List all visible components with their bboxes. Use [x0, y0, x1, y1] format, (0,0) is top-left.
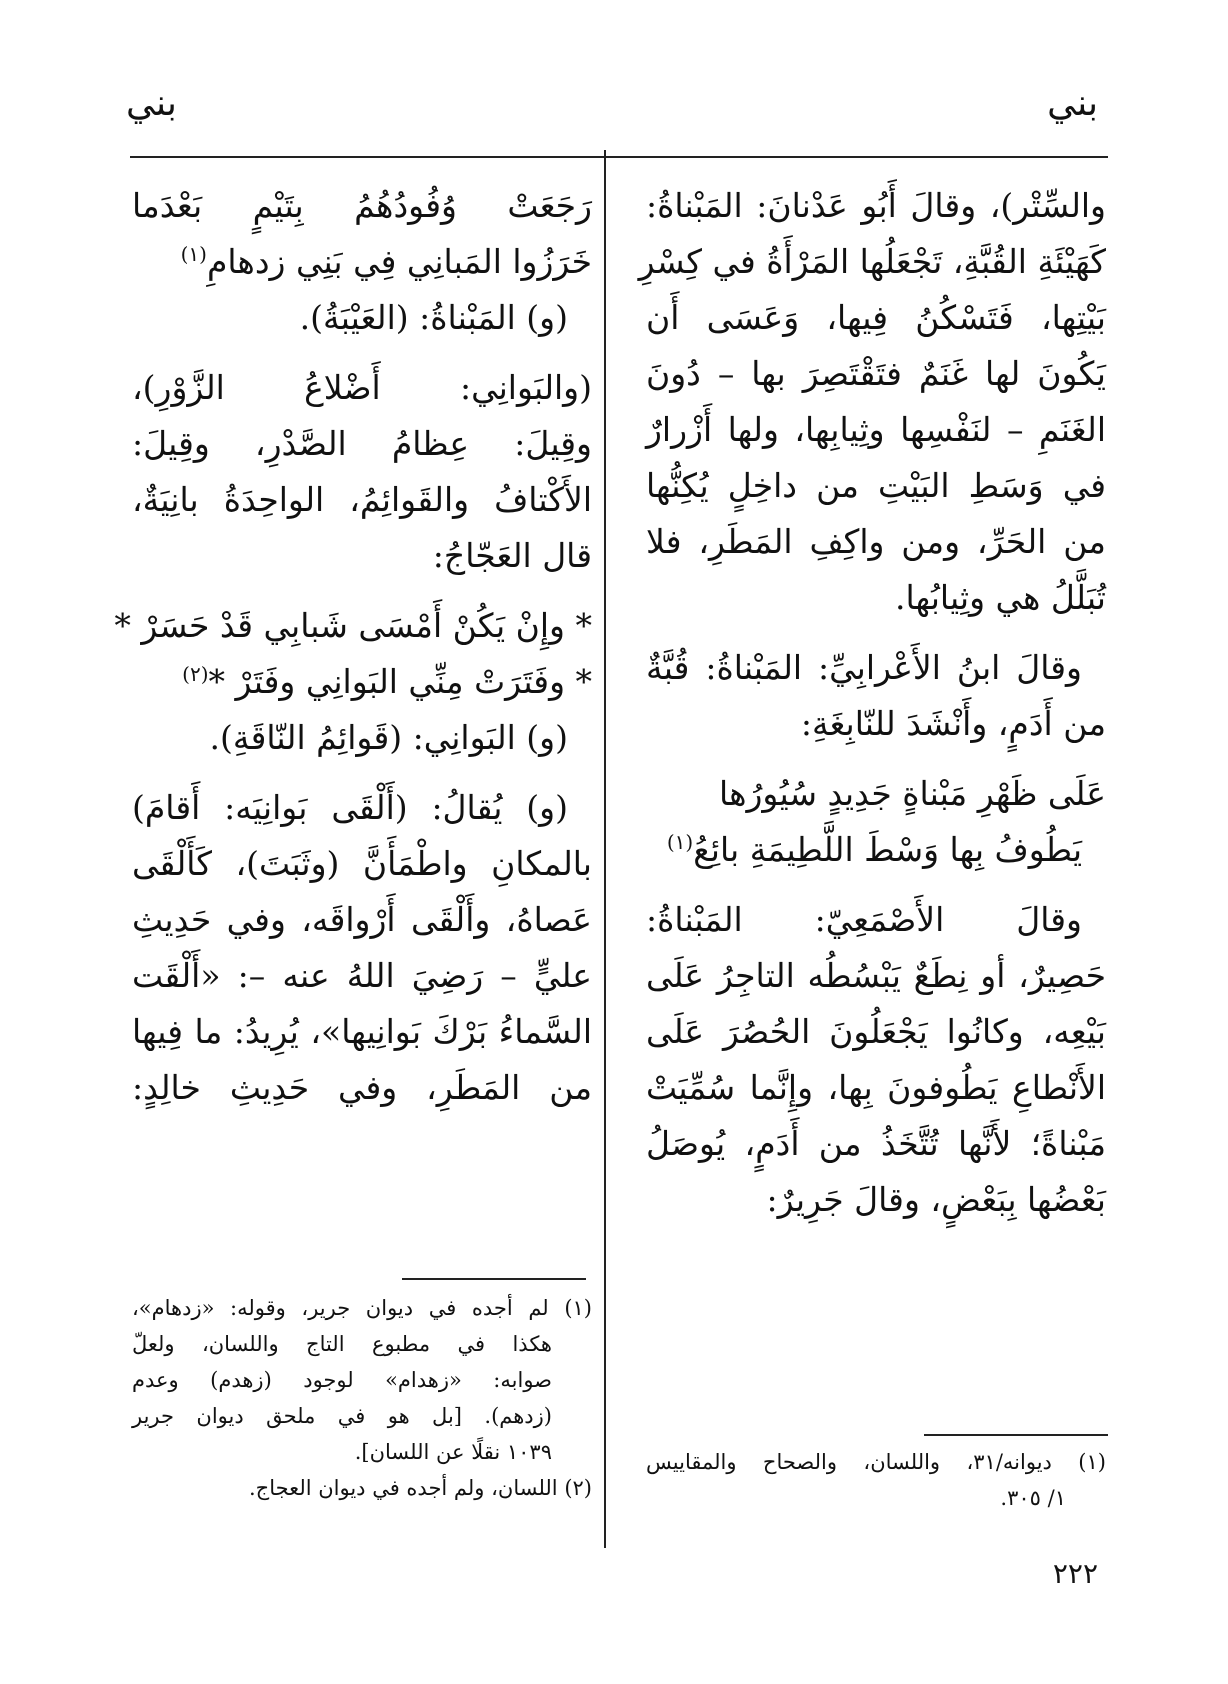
text-line: بَيْعِه، وكانُوا يَجْعَلُونَ الحُصُرَ عَلَى	[646, 1012, 1106, 1051]
text-line: بَعْضُها بِبَعْضٍ، وقالَ جَرِيرٌ:	[766, 1180, 1106, 1219]
text-line: السَّماءُ بَرْكَ بَوانِيها»، يُرِيدُ: ما فِيها	[132, 1012, 592, 1051]
verse-line: يَطُوفُ بِها وَسْطَ اللَّطِيمَةِ بائِعُ$^{(١)}$	[666, 830, 1082, 869]
running-head-right: بني	[1047, 83, 1098, 124]
footnote-line: هكذا في مطبوع التاج واللسان، ولعلّ	[132, 1332, 552, 1356]
footnote-rule-left	[402, 1278, 586, 1280]
verse-line: رَجَعَتْ وُفُودُهُمُ بِتَيْمٍ بَعْدَما	[132, 186, 592, 225]
footnote-line: (زدهم). [بل هو في ملحق ديوان جرير	[132, 1404, 552, 1428]
footnote-marker: (١)	[666, 830, 694, 854]
footnote-line: صوابه: «زهدام» لوجود (زهدم) وعدم	[132, 1368, 552, 1392]
text-line: بَيْتِها، فَتَسْكُنُ فِيها، وَعَسَى أَن	[646, 298, 1106, 337]
footnote-marker: (١)	[180, 242, 207, 266]
right-column	[638, 178, 1106, 1228]
verse-line: * وإِنْ يَكُنْ أَمْسَى شَبابِي قَدْ حَسَرْ *	[114, 606, 592, 645]
text-line: (و) يُقالُ: (أَلْقَى بَوانِيَه: أَقامَ)	[132, 788, 568, 827]
footnote-rule-right	[924, 1434, 1108, 1436]
footnotes-right	[646, 1444, 1106, 1516]
text-line: الأَنْطاعِ يَطُوفونَ بِها، وإِنَّما سُمِّيَتْ	[646, 1068, 1106, 1107]
footnote-line: (٢) اللسان، ولم أجده في ديوان العجاج.	[249, 1476, 592, 1500]
text-line: من المَطَرِ، وفي حَدِيثِ خالِدٍ:	[132, 1068, 592, 1107]
text-line: بالمكانِ واطْمَأَنَّ (وثَبَتَ)، كَأَلْقَى	[132, 844, 592, 883]
verse-line: عَلَى ظَهْرِ مَبْناةٍ جَدِيدٍ سُيُورُها	[719, 774, 1106, 813]
text-line: حَصِيرٌ، أو نِطَعٌ يَبْسُطُه التاجِرُ عَلَى	[646, 956, 1106, 995]
text-line: من الحَرِّ، ومن واكِفِ المَطَرِ، فلا	[646, 522, 1106, 561]
text-line: وقالَ ابنُ الأَعْرابِيِّ: المَبْناةُ: قُبَّةٌ	[646, 648, 1082, 687]
text-line: الأَكْتافُ والقَوائِمُ، الواحِدَةُ بانِيَةٌ،	[132, 480, 592, 519]
text-line: في وَسَطِ البَيْتِ من داخِلٍ يُكِنُّها	[646, 466, 1106, 505]
text-line: تُبَلَّلُ هي وثِيابُها.	[894, 578, 1106, 617]
text-line: وقالَ الأَصْمَعِيّ: المَبْناةُ:	[646, 900, 1082, 939]
text-line: يَكُونَ لها غَنَمٌ فتَقْتَصِرَ بها – دُونَ	[646, 354, 1106, 393]
footnote-line: ١/ ٣٠٥.	[1000, 1486, 1066, 1510]
text-line: والسِّتْر)، وقالَ أَبُو عَدْنانَ: المَبْناةُ:	[646, 186, 1106, 225]
text-line: عليٍّ – رَضِيَ اللهُ عنه –: «أَلْقَت	[132, 956, 592, 995]
header-rule	[130, 156, 1108, 158]
column-divider	[604, 150, 606, 1548]
text-line: مَبْناةً؛ لأَنَّها تُتَّخَذُ من أَدَمٍ، يُوصَلُ	[646, 1124, 1106, 1163]
left-column	[114, 178, 592, 1116]
text-line: قال العَجّاجُ:	[432, 536, 592, 575]
text-line: (و) البَوانِي: (قَوائِمُ النّاقَةِ).	[209, 718, 568, 757]
verse-line: * وفَتَرَتْ مِنِّي البَوانِي وفَتَرْ *$^{(٢)}$	[182, 662, 592, 701]
text-line: (و) المَبْناةُ: (العَيْبَةُ).	[299, 298, 568, 337]
footnote-marker: (٢)	[182, 662, 209, 686]
footnotes-left	[132, 1290, 592, 1506]
verse-line: خَرَزُوا المَبانِي فِي بَنِي زدهامِ$^{(١)}$	[180, 242, 592, 281]
footnote-line: ١٠٣٩ نقلًا عن اللسان].	[354, 1440, 552, 1464]
text-line: وقِيلَ: عِظامُ الصَّدْرِ، وقِيلَ:	[132, 424, 592, 463]
text-line: من أَدَمٍ، وأَنْشَدَ للنّابِغَةِ:	[800, 704, 1106, 743]
page-number: ٢٢٢	[1052, 1557, 1098, 1590]
text-line: عَصاهُ، وأَلْقَى أَرْواقَه، وفي حَدِيثِ	[132, 900, 592, 939]
footnote-line: (١) ديوانه/٣١، واللسان، والصحاح والمقاييس	[646, 1450, 1106, 1474]
text-line: (والبَوانِي: أَضْلاعُ الزَّوْرِ)،	[132, 368, 592, 407]
running-head-left: بني	[126, 83, 177, 124]
footnote-line: (١) لم أجده في ديوان جرير، وقوله: «زدهام»،	[132, 1296, 592, 1320]
text-line: الغَنَمِ – لنَفْسِها وثِيابِها، ولها أَزْرارٌ	[646, 410, 1106, 449]
text-line: كَهَيْئَةِ القُبَّةِ، تَجْعَلُها المَرْأَةُ في كِسْرِ	[638, 242, 1106, 281]
